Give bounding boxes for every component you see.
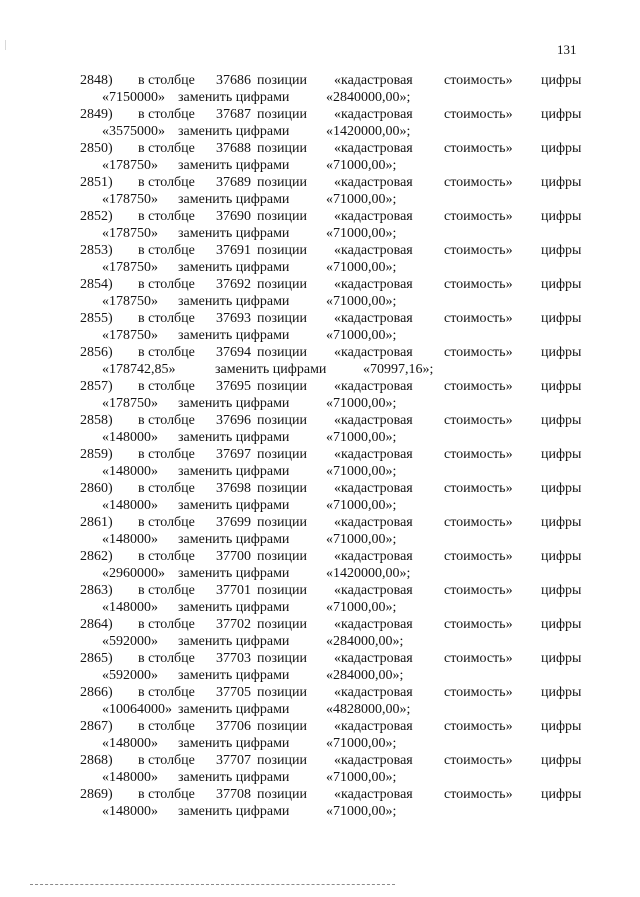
- position-label: позиции: [257, 243, 307, 258]
- amendment-entry: [0, 786, 640, 820]
- in-column-label: в столбце: [138, 753, 195, 768]
- new-value: «71000,00»;: [326, 158, 397, 173]
- new-value: «1420000,00»;: [326, 124, 411, 139]
- new-value: «71000,00»;: [326, 396, 397, 411]
- replace-label: заменить цифрами: [178, 158, 290, 173]
- new-value: «71000,00»;: [326, 770, 397, 785]
- cost-label: стоимость»: [444, 379, 513, 394]
- in-column-label: в столбце: [138, 651, 195, 666]
- cadastral-label: «кадастровая: [334, 243, 413, 258]
- entry-number: 2863): [80, 583, 113, 598]
- amendment-entry: [0, 718, 640, 752]
- new-value: «71000,00»;: [326, 804, 397, 819]
- entry-number: 2852): [80, 209, 113, 224]
- in-column-label: в столбце: [138, 685, 195, 700]
- cadastral-label: «кадастровая: [334, 481, 413, 496]
- replace-label: заменить цифрами: [178, 260, 290, 275]
- in-column-label: в столбце: [138, 787, 195, 802]
- new-value: «71000,00»;: [326, 532, 397, 547]
- old-value: «148000»: [102, 498, 158, 513]
- cost-label: стоимость»: [444, 583, 513, 598]
- column-code: 37698: [216, 481, 251, 496]
- replace-label: заменить цифрами: [178, 328, 290, 343]
- cadastral-label: «кадастровая: [334, 685, 413, 700]
- position-label: позиции: [257, 73, 307, 88]
- digits-label: цифры: [541, 753, 582, 768]
- digits-label: цифры: [541, 345, 582, 360]
- replace-label: заменить цифрами: [178, 600, 290, 615]
- amendment-entry: [0, 276, 640, 310]
- replace-label: заменить цифрами: [178, 702, 290, 717]
- position-label: позиции: [257, 617, 307, 632]
- cost-label: стоимость»: [444, 549, 513, 564]
- old-value: «148000»: [102, 770, 158, 785]
- cost-label: стоимость»: [444, 107, 513, 122]
- digits-label: цифры: [541, 413, 582, 428]
- amendment-entry: [0, 684, 640, 718]
- entry-number: 2866): [80, 685, 113, 700]
- old-value: «2960000»: [102, 566, 165, 581]
- replace-label: заменить цифрами: [178, 430, 290, 445]
- in-column-label: в столбце: [138, 413, 195, 428]
- cadastral-label: «кадастровая: [334, 73, 413, 88]
- amendment-entry: [0, 480, 640, 514]
- cadastral-label: «кадастровая: [334, 107, 413, 122]
- new-value: «71000,00»;: [326, 226, 397, 241]
- new-value: «71000,00»;: [326, 260, 397, 275]
- column-code: 37687: [216, 107, 251, 122]
- cost-label: стоимость»: [444, 787, 513, 802]
- entry-number: 2859): [80, 447, 113, 462]
- replace-label: заменить цифрами: [178, 804, 290, 819]
- in-column-label: в столбце: [138, 107, 195, 122]
- position-label: позиции: [257, 209, 307, 224]
- in-column-label: в столбце: [138, 73, 195, 88]
- replace-label: заменить цифрами: [178, 124, 290, 139]
- in-column-label: в столбце: [138, 447, 195, 462]
- old-value: «592000»: [102, 634, 158, 649]
- amendment-entry: [0, 344, 640, 378]
- entry-number: 2864): [80, 617, 113, 632]
- position-label: позиции: [257, 481, 307, 496]
- cadastral-label: «кадастровая: [334, 379, 413, 394]
- replace-label: заменить цифрами: [178, 532, 290, 547]
- column-code: 37693: [216, 311, 251, 326]
- column-code: 37708: [216, 787, 251, 802]
- position-label: позиции: [257, 311, 307, 326]
- digits-label: цифры: [541, 685, 582, 700]
- replace-label: заменить цифрами: [178, 634, 290, 649]
- in-column-label: в столбце: [138, 481, 195, 496]
- in-column-label: в столбце: [138, 515, 195, 530]
- new-value: «71000,00»;: [326, 600, 397, 615]
- old-value: «178750»: [102, 192, 158, 207]
- entry-number: 2860): [80, 481, 113, 496]
- digits-label: цифры: [541, 549, 582, 564]
- new-value: «2840000,00»;: [326, 90, 411, 105]
- cadastral-label: «кадастровая: [334, 175, 413, 190]
- entry-number: 2862): [80, 549, 113, 564]
- entry-number: 2856): [80, 345, 113, 360]
- amendment-entry: [0, 310, 640, 344]
- amendment-entry: [0, 242, 640, 276]
- in-column-label: в столбце: [138, 617, 195, 632]
- amendment-entry: [0, 208, 640, 242]
- old-value: «148000»: [102, 600, 158, 615]
- cost-label: стоимость»: [444, 481, 513, 496]
- replace-label: заменить цифрами: [215, 362, 327, 377]
- in-column-label: в столбце: [138, 345, 195, 360]
- replace-label: заменить цифрами: [178, 770, 290, 785]
- position-label: позиции: [257, 175, 307, 190]
- entry-number: 2853): [80, 243, 113, 258]
- position-label: позиции: [257, 583, 307, 598]
- digits-label: цифры: [541, 311, 582, 326]
- column-code: 37695: [216, 379, 251, 394]
- cadastral-label: «кадастровая: [334, 753, 413, 768]
- amendment-entry: [0, 514, 640, 548]
- digits-label: цифры: [541, 719, 582, 734]
- cadastral-label: «кадастровая: [334, 413, 413, 428]
- position-label: позиции: [257, 685, 307, 700]
- old-value: «148000»: [102, 430, 158, 445]
- scan-mark: [5, 40, 6, 50]
- cost-label: стоимость»: [444, 515, 513, 530]
- cadastral-label: «кадастровая: [334, 787, 413, 802]
- old-value: «178750»: [102, 328, 158, 343]
- cost-label: стоимость»: [444, 311, 513, 326]
- entry-number: 2857): [80, 379, 113, 394]
- digits-label: цифры: [541, 141, 582, 156]
- digits-label: цифры: [541, 175, 582, 190]
- replace-label: заменить цифрами: [178, 90, 290, 105]
- footer-divider: [30, 884, 395, 885]
- cadastral-label: «кадастровая: [334, 311, 413, 326]
- in-column-label: в столбце: [138, 719, 195, 734]
- digits-label: цифры: [541, 583, 582, 598]
- column-code: 37688: [216, 141, 251, 156]
- amendment-entry: [0, 72, 640, 106]
- position-label: позиции: [257, 787, 307, 802]
- replace-label: заменить цифрами: [178, 668, 290, 683]
- entry-number: 2865): [80, 651, 113, 666]
- column-code: 37692: [216, 277, 251, 292]
- old-value: «592000»: [102, 668, 158, 683]
- cost-label: стоимость»: [444, 447, 513, 462]
- position-label: позиции: [257, 549, 307, 564]
- new-value: «71000,00»;: [326, 736, 397, 751]
- cost-label: стоимость»: [444, 277, 513, 292]
- position-label: позиции: [257, 753, 307, 768]
- position-label: позиции: [257, 719, 307, 734]
- cadastral-label: «кадастровая: [334, 583, 413, 598]
- column-code: 37700: [216, 549, 251, 564]
- amendment-entry: [0, 412, 640, 446]
- replace-label: заменить цифрами: [178, 736, 290, 751]
- position-label: позиции: [257, 345, 307, 360]
- cost-label: стоимость»: [444, 345, 513, 360]
- cost-label: стоимость»: [444, 685, 513, 700]
- position-label: позиции: [257, 447, 307, 462]
- entry-number: 2848): [80, 73, 113, 88]
- new-value: «71000,00»;: [326, 192, 397, 207]
- old-value: «10064000»: [102, 702, 172, 717]
- column-code: 37691: [216, 243, 251, 258]
- digits-label: цифры: [541, 787, 582, 802]
- in-column-label: в столбце: [138, 209, 195, 224]
- old-value: «7150000»: [102, 90, 165, 105]
- entry-number: 2850): [80, 141, 113, 156]
- old-value: «3575000»: [102, 124, 165, 139]
- column-code: 37707: [216, 753, 251, 768]
- new-value: «1420000,00»;: [326, 566, 411, 581]
- amendment-entry: [0, 616, 640, 650]
- new-value: «71000,00»;: [326, 464, 397, 479]
- cost-label: стоимость»: [444, 209, 513, 224]
- new-value: «71000,00»;: [326, 430, 397, 445]
- position-label: позиции: [257, 141, 307, 156]
- digits-label: цифры: [541, 515, 582, 530]
- replace-label: заменить цифрами: [178, 566, 290, 581]
- in-column-label: в столбце: [138, 549, 195, 564]
- position-label: позиции: [257, 413, 307, 428]
- old-value: «178750»: [102, 226, 158, 241]
- in-column-label: в столбце: [138, 243, 195, 258]
- cost-label: стоимость»: [444, 719, 513, 734]
- digits-label: цифры: [541, 277, 582, 292]
- replace-label: заменить цифрами: [178, 226, 290, 241]
- amendment-entry: [0, 582, 640, 616]
- amendment-entry: [0, 548, 640, 582]
- cadastral-label: «кадастровая: [334, 719, 413, 734]
- new-value: «71000,00»;: [326, 498, 397, 513]
- old-value: «148000»: [102, 736, 158, 751]
- new-value: «4828000,00»;: [326, 702, 411, 717]
- entry-number: 2867): [80, 719, 113, 734]
- amendment-entry: [0, 106, 640, 140]
- column-code: 37689: [216, 175, 251, 190]
- column-code: 37702: [216, 617, 251, 632]
- replace-label: заменить цифрами: [178, 294, 290, 309]
- amendment-list: [0, 72, 640, 820]
- position-label: позиции: [257, 651, 307, 666]
- entry-number: 2861): [80, 515, 113, 530]
- old-value: «178750»: [102, 158, 158, 173]
- page-number: 131: [557, 42, 577, 57]
- cadastral-label: «кадастровая: [334, 277, 413, 292]
- position-label: позиции: [257, 277, 307, 292]
- amendment-entry: [0, 752, 640, 786]
- digits-label: цифры: [541, 209, 582, 224]
- amendment-entry: [0, 446, 640, 480]
- position-label: позиции: [257, 515, 307, 530]
- digits-label: цифры: [541, 617, 582, 632]
- digits-label: цифры: [541, 651, 582, 666]
- old-value: «178750»: [102, 294, 158, 309]
- digits-label: цифры: [541, 481, 582, 496]
- amendment-entry: [0, 174, 640, 208]
- cadastral-label: «кадастровая: [334, 345, 413, 360]
- cost-label: стоимость»: [444, 617, 513, 632]
- in-column-label: в столбце: [138, 379, 195, 394]
- entry-number: 2858): [80, 413, 113, 428]
- column-code: 37690: [216, 209, 251, 224]
- cost-label: стоимость»: [444, 651, 513, 666]
- cost-label: стоимость»: [444, 243, 513, 258]
- amendment-entry: [0, 650, 640, 684]
- cost-label: стоимость»: [444, 413, 513, 428]
- in-column-label: в столбце: [138, 583, 195, 598]
- digits-label: цифры: [541, 447, 582, 462]
- digits-label: цифры: [541, 73, 582, 88]
- old-value: «148000»: [102, 464, 158, 479]
- new-value: «70997,16»;: [363, 362, 434, 377]
- cost-label: стоимость»: [444, 753, 513, 768]
- replace-label: заменить цифрами: [178, 192, 290, 207]
- in-column-label: в столбце: [138, 175, 195, 190]
- entry-number: 2854): [80, 277, 113, 292]
- column-code: 37701: [216, 583, 251, 598]
- new-value: «71000,00»;: [326, 328, 397, 343]
- position-label: позиции: [257, 107, 307, 122]
- old-value: «148000»: [102, 532, 158, 547]
- digits-label: цифры: [541, 107, 582, 122]
- column-code: 37703: [216, 651, 251, 666]
- cost-label: стоимость»: [444, 175, 513, 190]
- digits-label: цифры: [541, 379, 582, 394]
- position-label: позиции: [257, 379, 307, 394]
- old-value: «178750»: [102, 396, 158, 411]
- old-value: «178742,85»: [102, 362, 176, 377]
- entry-number: 2849): [80, 107, 113, 122]
- entry-number: 2855): [80, 311, 113, 326]
- column-code: 37706: [216, 719, 251, 734]
- column-code: 37705: [216, 685, 251, 700]
- cadastral-label: «кадастровая: [334, 141, 413, 156]
- column-code: 37686: [216, 73, 251, 88]
- amendment-entry: [0, 140, 640, 174]
- new-value: «284000,00»;: [326, 634, 404, 649]
- cost-label: стоимость»: [444, 73, 513, 88]
- in-column-label: в столбце: [138, 141, 195, 156]
- entry-number: 2868): [80, 753, 113, 768]
- replace-label: заменить цифрами: [178, 464, 290, 479]
- replace-label: заменить цифрами: [178, 396, 290, 411]
- old-value: «178750»: [102, 260, 158, 275]
- entry-number: 2851): [80, 175, 113, 190]
- column-code: 37696: [216, 413, 251, 428]
- column-code: 37697: [216, 447, 251, 462]
- in-column-label: в столбце: [138, 311, 195, 326]
- cadastral-label: «кадастровая: [334, 549, 413, 564]
- old-value: «148000»: [102, 804, 158, 819]
- cadastral-label: «кадастровая: [334, 515, 413, 530]
- new-value: «71000,00»;: [326, 294, 397, 309]
- in-column-label: в столбце: [138, 277, 195, 292]
- cadastral-label: «кадастровая: [334, 447, 413, 462]
- cadastral-label: «кадастровая: [334, 651, 413, 666]
- new-value: «284000,00»;: [326, 668, 404, 683]
- digits-label: цифры: [541, 243, 582, 258]
- entry-number: 2869): [80, 787, 113, 802]
- replace-label: заменить цифрами: [178, 498, 290, 513]
- amendment-entry: [0, 378, 640, 412]
- column-code: 37699: [216, 515, 251, 530]
- cadastral-label: «кадастровая: [334, 617, 413, 632]
- cost-label: стоимость»: [444, 141, 513, 156]
- column-code: 37694: [216, 345, 251, 360]
- cadastral-label: «кадастровая: [334, 209, 413, 224]
